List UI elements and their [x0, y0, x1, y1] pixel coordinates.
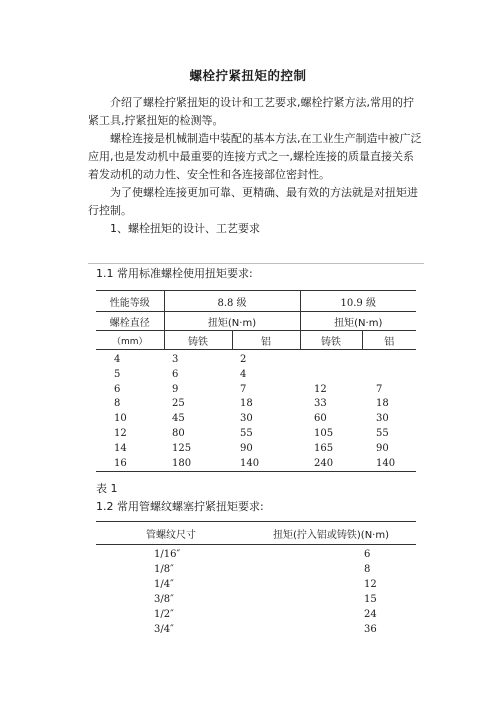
table-cell: 55: [376, 427, 389, 439]
table-cell: 180: [164, 457, 232, 472]
table-cell: 1/2″: [154, 609, 174, 620]
table-cell: 8: [364, 564, 371, 575]
torque-label-a: 扭矩(N·m): [164, 312, 300, 331]
subheading-1: 1.1 常用标准螺栓使用扭矩要求:: [96, 267, 253, 280]
table-cell: 18: [240, 398, 253, 410]
aluminum-b: 铝: [362, 331, 416, 350]
table-cell: 60: [314, 413, 327, 425]
grade-10-9: 10.9 级: [300, 291, 416, 312]
table-cell: 12: [364, 579, 377, 590]
table-cell: 18: [376, 398, 389, 410]
table-cell: 3/4″: [154, 624, 174, 635]
table-cell: 6: [172, 368, 179, 380]
table-cell: 3: [172, 354, 179, 365]
table-cell: 12: [314, 383, 327, 395]
document-title: 螺栓拧紧扭矩的控制: [189, 68, 307, 83]
table-cell: [362, 350, 416, 368]
table-cell: 7: [240, 383, 247, 395]
table-row: [96, 607, 416, 622]
grade-label: 性能等级: [96, 291, 164, 312]
table-cell: 14: [114, 442, 127, 454]
table-cell: 30: [240, 413, 253, 425]
table-cell: 6: [114, 383, 121, 395]
table1-caption: 表 1: [96, 482, 118, 495]
bolt-torque-table: [96, 290, 416, 472]
pipe-thread-size-header: 管螺纹尺寸: [96, 522, 246, 545]
grade-8-8: 8.8 级: [164, 291, 300, 312]
table-row: [96, 622, 416, 637]
table-cell: 2: [240, 354, 247, 365]
table-cell: 140: [232, 457, 300, 472]
table-row: [96, 577, 416, 592]
table-row: [96, 457, 416, 472]
table-cell: 8: [114, 398, 121, 410]
diameter-label: 螺栓直径: [96, 312, 164, 331]
table-row: [96, 350, 416, 368]
table-cell: 45: [172, 413, 185, 425]
table-cell: 10: [114, 413, 127, 425]
table-cell: 16: [96, 457, 164, 472]
cast-iron-b: 铸铁: [300, 331, 362, 350]
table-cell: 12: [114, 427, 127, 439]
table-cell: 140: [362, 457, 416, 472]
table-cell: 1/16″: [154, 549, 181, 560]
subheading-2: 1.2 常用管螺纹螺塞拧紧扭矩要求:: [96, 500, 264, 513]
table-cell: 25: [172, 398, 185, 410]
table-row: [96, 383, 416, 398]
table-row: [96, 427, 416, 442]
torque-label-b: 扭矩(N·m): [300, 312, 416, 331]
table-cell: 6: [364, 549, 371, 560]
table-cell: 9: [172, 383, 179, 395]
body-paragraph-2: 为了使螺栓连接更加可靠、更精确、最有效的方法就是对扭矩进行控制。: [88, 186, 418, 217]
table-cell: 5: [114, 368, 121, 380]
table-row: [96, 545, 416, 563]
table-cell: 105: [314, 427, 334, 439]
section-heading: 1、螺栓扭矩的设计、工艺要求: [110, 222, 260, 235]
table-cell: 125: [172, 442, 192, 454]
table-cell: 30: [376, 413, 389, 425]
table-cell: 165: [314, 442, 334, 454]
pipe-thread-torque-table: [96, 521, 416, 637]
table-cell: 1/4″: [154, 579, 174, 590]
table-row: [96, 562, 416, 577]
table-cell: 90: [376, 442, 389, 454]
diameter-unit: （mm）: [96, 331, 164, 350]
cast-iron-a: 铸铁: [164, 331, 232, 350]
table-cell: 15: [364, 594, 377, 605]
table-cell: 33: [314, 398, 327, 410]
table-cell: [362, 368, 416, 383]
table-row: [96, 442, 416, 457]
aluminum-a: 铝: [232, 331, 300, 350]
table-cell: 90: [240, 442, 253, 454]
table-cell: 36: [364, 624, 377, 635]
table-cell: 4: [240, 368, 247, 380]
table-cell: [300, 368, 362, 383]
table-cell: [300, 350, 362, 368]
table-cell: 7: [376, 383, 383, 395]
table-row: [96, 397, 416, 412]
table-cell: 1/8″: [154, 564, 174, 575]
divider: [88, 263, 424, 264]
table-cell: 24: [364, 609, 377, 620]
pipe-torque-header: 扭矩(拧入铝或铸铁)(N·m): [246, 522, 416, 545]
table-row: [96, 592, 416, 607]
table-row: [96, 412, 416, 427]
table-cell: 3/8″: [154, 594, 174, 605]
table-row: [96, 368, 416, 383]
table-cell: 240: [300, 457, 362, 472]
intro-paragraph: 介绍了螺栓拧紧扭矩的设计和工艺要求,螺栓拧紧方法,常用的拧紧工具,拧紧扭矩的检测等。: [88, 96, 414, 127]
table-cell: 80: [172, 427, 185, 439]
body-paragraph-1: 螺栓连接是机械制造中装配的基本方法,在工业生产制造中被广泛应用,也是发动机中最重要的连接方式之一,螺栓连接的质量直接关系着发动机的动力性、安全性和各连接部位密封性。: [88, 132, 422, 181]
table-cell: 4: [114, 354, 121, 365]
table-cell: 55: [240, 427, 253, 439]
